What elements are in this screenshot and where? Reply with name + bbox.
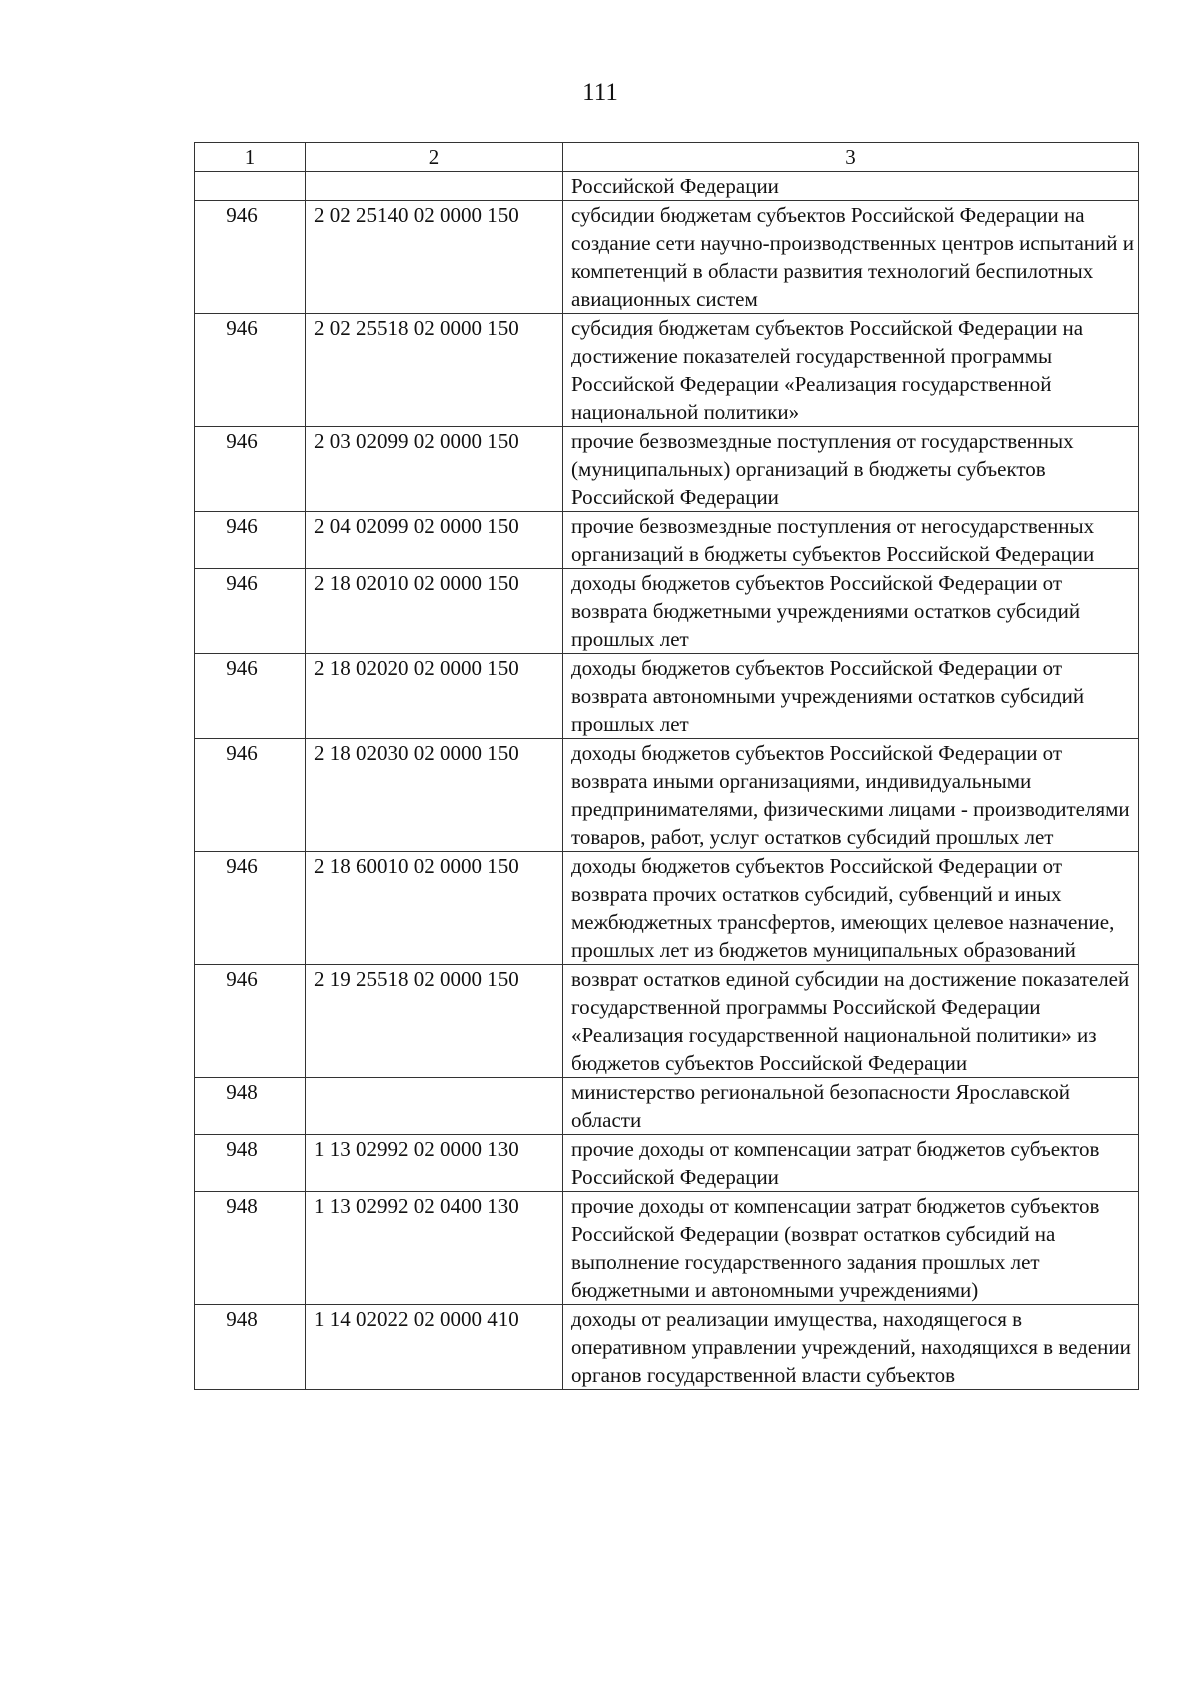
table-row (195, 314, 1139, 427)
admin-code-cell: 946 (195, 512, 306, 569)
table-row (195, 1192, 1139, 1305)
column-header-2: 2 (306, 143, 563, 172)
description-cell: прочие безвозмездные поступления от государственных (муниципальных) организаций в бюджеты субъектов Российской Федерации (563, 427, 1139, 512)
description-cell: доходы бюджетов субъектов Российской Федерации от возврата прочих остатков субсидий, субвенций и иных межбюджетных трансфертов, имеющих целевое назначение, прошлых лет из бюджетов муниципальных образований (563, 852, 1139, 965)
admin-code-cell: 948 (195, 1078, 306, 1135)
description-cell: доходы от реализации имущества, находящегося в оперативном управлении учреждений, находящихся в ведении органов государственной власти субъектов (563, 1305, 1139, 1390)
admin-code-cell (195, 172, 306, 201)
admin-code-cell: 948 (195, 1305, 306, 1390)
table-row (195, 654, 1139, 739)
admin-code-cell: 946 (195, 965, 306, 1078)
column-header-3: 3 (563, 143, 1139, 172)
table-header-row (195, 143, 1139, 172)
income-code-cell: 2 02 25518 02 0000 150 (306, 314, 563, 427)
income-code-cell: 2 04 02099 02 0000 150 (306, 512, 563, 569)
table-row (195, 1305, 1139, 1390)
table-row (195, 201, 1139, 314)
admin-code-cell: 946 (195, 427, 306, 512)
description-cell: субсидия бюджетам субъектов Российской Федерации на достижение показателей государственной программы Российской Федерации «Реализация государственной национальной политики» (563, 314, 1139, 427)
income-code-cell: 2 18 60010 02 0000 150 (306, 852, 563, 965)
admin-code-cell: 946 (195, 569, 306, 654)
admin-code-cell: 948 (195, 1135, 306, 1192)
table-row (195, 739, 1139, 852)
table-row (195, 569, 1139, 654)
column-header-1: 1 (195, 143, 306, 172)
admin-code-cell: 946 (195, 654, 306, 739)
description-cell: возврат остатков единой субсидии на достижение показателей государственной программы Российской Федерации «Реализация государственной национальной политики» из бюджетов субъектов Российской Федерации (563, 965, 1139, 1078)
income-code-cell: 1 14 02022 02 0000 410 (306, 1305, 563, 1390)
income-code-cell: 2 19 25518 02 0000 150 (306, 965, 563, 1078)
income-code-cell: 2 18 02010 02 0000 150 (306, 569, 563, 654)
table-row (195, 512, 1139, 569)
page-number: 111 (582, 79, 618, 106)
income-code-cell: 1 13 02992 02 0000 130 (306, 1135, 563, 1192)
description-cell: Российской Федерации (563, 172, 1139, 201)
admin-code-cell: 946 (195, 739, 306, 852)
description-cell: прочие доходы от компенсации затрат бюджетов субъектов Российской Федерации (563, 1135, 1139, 1192)
table-row (195, 1078, 1139, 1135)
table-row (195, 1135, 1139, 1192)
description-cell: министерство региональной безопасности Ярославской области (563, 1078, 1139, 1135)
income-code-cell: 1 13 02992 02 0400 130 (306, 1192, 563, 1305)
admin-code-cell: 946 (195, 314, 306, 427)
table-row (195, 965, 1139, 1078)
budget-classification-table (194, 142, 1139, 1390)
description-cell: доходы бюджетов субъектов Российской Федерации от возврата автономными учреждениями остатков субсидий прошлых лет (563, 654, 1139, 739)
income-code-cell (306, 1078, 563, 1135)
income-code-cell: 2 18 02030 02 0000 150 (306, 739, 563, 852)
income-code-cell: 2 03 02099 02 0000 150 (306, 427, 563, 512)
description-cell: доходы бюджетов субъектов Российской Федерации от возврата бюджетными учреждениями остатков субсидий прошлых лет (563, 569, 1139, 654)
income-code-cell: 2 02 25140 02 0000 150 (306, 201, 563, 314)
table-row (195, 852, 1139, 965)
admin-code-cell: 946 (195, 852, 306, 965)
description-cell: прочие безвозмездные поступления от негосударственных организаций в бюджеты субъектов Российской Федерации (563, 512, 1139, 569)
admin-code-cell: 946 (195, 201, 306, 314)
income-code-cell: 2 18 02020 02 0000 150 (306, 654, 563, 739)
table-row (195, 427, 1139, 512)
description-cell: субсидии бюджетам субъектов Российской Федерации на создание сети научно-производственных центров испытаний и компетенций в области развития технологий беспилотных авиационных систем (563, 201, 1139, 314)
description-cell: прочие доходы от компенсации затрат бюджетов субъектов Российской Федерации (возврат остатков субсидий на выполнение государственного задания прошлых лет бюджетными и автономными учреждениями) (563, 1192, 1139, 1305)
income-code-cell (306, 172, 563, 201)
description-cell: доходы бюджетов субъектов Российской Федерации от возврата иными организациями, индивидуальными предпринимателями, физическими лицами - производителями товаров, работ, услуг остатков субсидий прошлых лет (563, 739, 1139, 852)
table-row (195, 172, 1139, 201)
admin-code-cell: 948 (195, 1192, 306, 1305)
